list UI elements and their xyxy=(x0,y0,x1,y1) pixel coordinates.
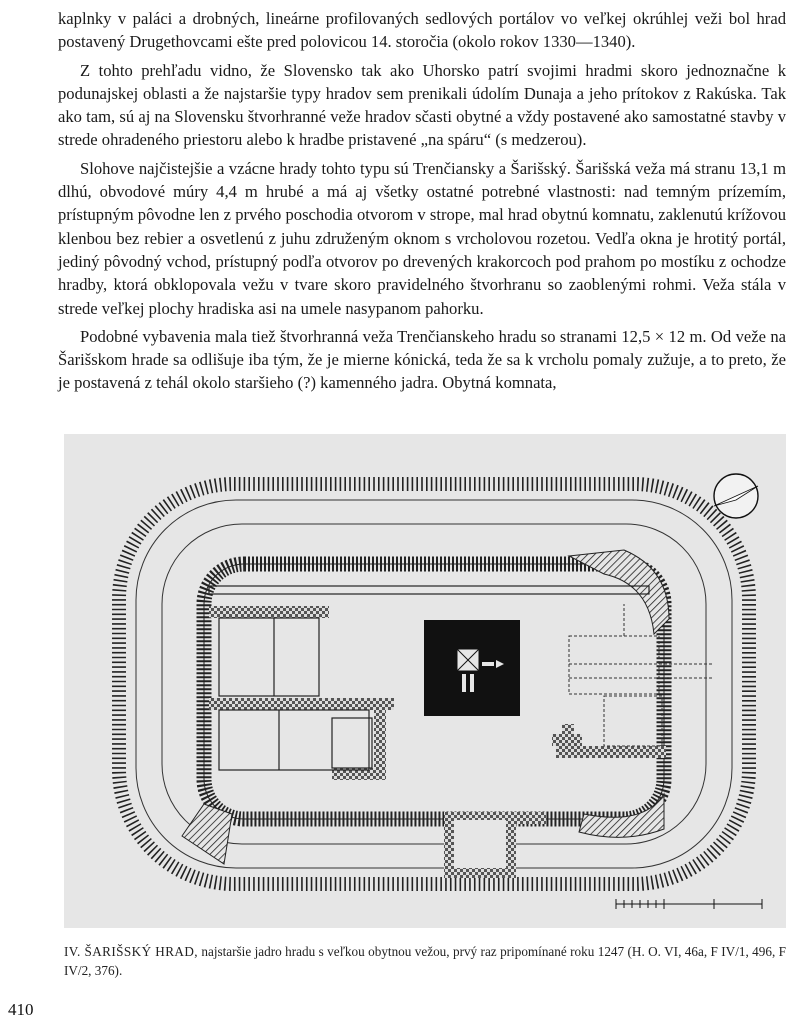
wall-segment xyxy=(209,606,329,618)
castle-plan-drawing xyxy=(64,434,786,928)
bastion-northeast xyxy=(569,550,669,634)
caption-text: najstaršie jadro hradu s veľkou obytnou vežou, prvý raz pripomínané roku 1247 (H. O. VI, 46a, F IV/1, 496, F IV/2, 376). xyxy=(64,944,787,978)
body-text xyxy=(58,7,786,395)
east-foundations xyxy=(569,604,714,746)
castle-plan-figure xyxy=(64,434,786,928)
paragraph-3: Slohove najčistejšie a vzácne hrady tohto typu sú Trenčiansky a Šarišský. Šarišská veža má stranu 13,1 m dlhú, obvodové múry 4,4 m hrubé a má aj všetky ostatné potrebné vlastnosti: nad temným prízemím, prístupným pôvodne len z prvého poschodia otvorom v strope, mal hrad obytnú komnatu, zaklenutú krížovou klenbou bez rebier a osvetlenú z juhu združeným oknom s vrcholovou rozetou. Vedľa okna je hrotitý portál, jediný pôvodný vchod, prístupný podľa otvorov po drevených krakorcoch pod prahom po mostíku z ochodze hradby, ktorá obklopovala vežu v tvare skoro pravidelného štvorhranu so zaoblenými rohmi. Veža stála v strede veľkej plochy hradiska asi na umele nasypanom pahorku. xyxy=(58,158,786,318)
paragraph-1: kaplnky v paláci a drobných, lineárne profilovaných sedlových portálov vo veľkej okrúhlej veži bol hrad postavený Drugethovcami ešte pred polovicou 14. storočia (okolo rokov 1330—1340). xyxy=(58,9,786,52)
wall-segment xyxy=(374,698,386,768)
bastion-southwest xyxy=(182,804,232,864)
caption-title: IV. ŠARIŠSKÝ HRAD, xyxy=(64,944,198,959)
paragraph-4: Podobné vybavenia mala tiež štvorhranná veža Trenčianskeho hradu so stranami 12,5 × 12 m. Od veže na Šarišskom hrade sa odlišuje iba tým, že je mierne kónická, teda že sa k vrcholu pomaly zužuje, a to preto, že je postavená z tehál okolo staršieho (?) kamenného jadra. Obytná komnata, xyxy=(58,326,786,393)
scale-bar xyxy=(616,899,762,909)
page-number: 410 xyxy=(8,1000,34,1019)
paragraph-2: Z tohto prehľadu vidno, že Slovensko tak ako Uhorsko patrí svojimi hradmi skoro jednoznačne k podunajskej oblasti a že najstaršie typy hradov sem prenikali údolím Dunaja a jeho prítokov z Rakúska. Tak ako tam, sú aj na Slovensku štvorhranné veže hradov sčasti obytné a vždy postavené ako samostatné stavby v strede ohradeného priestoru alebo k hradbe pristavené „na spáru“ (s medzerou). xyxy=(58,60,786,150)
figure-caption xyxy=(64,942,786,980)
central-keep xyxy=(424,620,520,716)
wall-segment xyxy=(209,698,394,710)
north-arrow-icon xyxy=(714,474,758,518)
